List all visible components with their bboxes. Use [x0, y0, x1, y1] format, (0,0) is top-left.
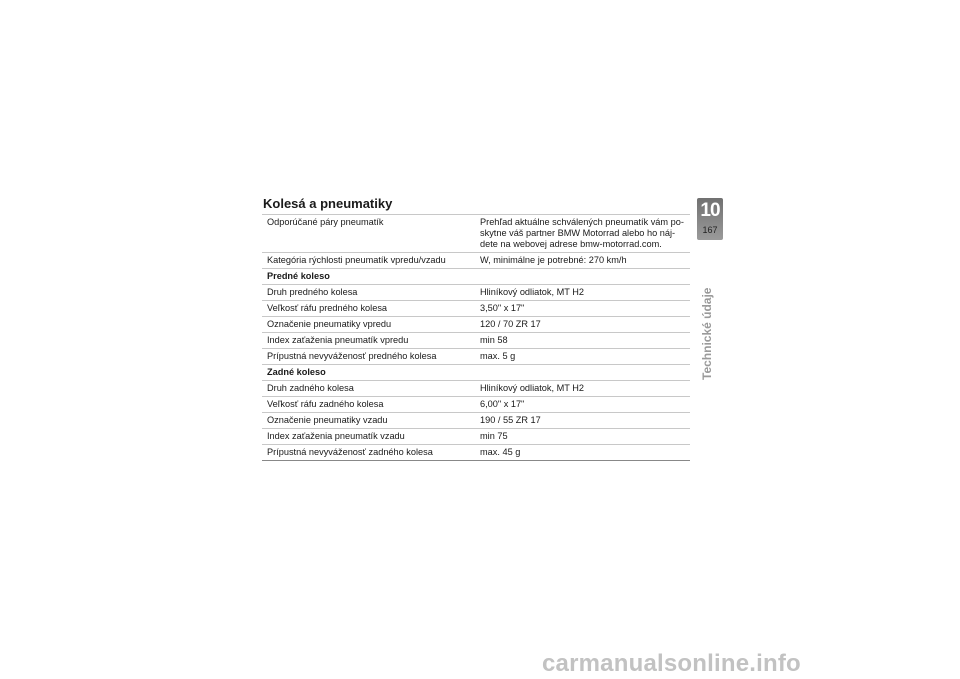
table-row	[262, 397, 690, 413]
row-label: Kategória rýchlosti pneumatík vpredu/vzadu	[267, 255, 446, 265]
table-row	[262, 253, 690, 269]
row-label: Prípustná nevyváženosť predného kolesa	[267, 351, 437, 361]
table-row	[262, 214, 690, 253]
table-row	[262, 413, 690, 429]
row-value: Hliníkový odliatok, MT H2	[480, 287, 584, 297]
row-label: Druh predného kolesa	[267, 287, 358, 297]
section-heading-front: Predné koleso	[262, 269, 690, 285]
row-label: Prípustná nevyváženosť zadného kolesa	[267, 447, 433, 457]
row-value: W, minimálne je potrebné: 270 km/h	[480, 255, 627, 265]
table-row	[262, 317, 690, 333]
table-row	[262, 429, 690, 445]
chapter-title	[700, 287, 820, 380]
table-row	[262, 333, 690, 349]
row-value: 190 / 55 ZR 17	[480, 415, 541, 425]
section-heading-rear: Zadné koleso	[262, 365, 690, 381]
table-row	[262, 445, 690, 461]
table-row	[262, 349, 690, 365]
row-label: Veľkosť ráfu zadného kolesa	[267, 399, 384, 409]
row-value: 3,50" x 17"	[480, 303, 525, 313]
row-value: min 75	[480, 431, 508, 441]
chapter-number: 10	[700, 200, 720, 221]
table-row	[262, 301, 690, 317]
row-label: Druh zadného kolesa	[267, 383, 354, 393]
row-label: Označenie pneumatiky vzadu	[267, 415, 388, 425]
row-label: Odporúčané páry pneumatík	[267, 217, 384, 227]
row-label: Index zaťaženia pneumatík vzadu	[267, 431, 405, 441]
watermark: carmanualsonline.info	[542, 650, 801, 677]
row-value: 6,00" x 17"	[480, 399, 525, 409]
chapter-tab	[697, 198, 723, 240]
page-number: 167	[702, 225, 718, 235]
row-value: Hliníkový odliatok, MT H2	[480, 383, 584, 393]
row-value: 120 / 70 ZR 17	[480, 319, 541, 329]
table-row	[262, 285, 690, 301]
row-label: Označenie pneumatiky vpredu	[267, 319, 392, 329]
chapter-title-text: Technické údaje	[700, 287, 714, 380]
page-title: Kolesá a pneumatiky	[263, 196, 393, 211]
row-label: Veľkosť ráfu predného kolesa	[267, 303, 388, 313]
row-value: max. 45 g	[480, 447, 521, 457]
row-value: min 58	[480, 335, 508, 345]
row-value: Prehľad aktuálne schválených pneumatík vám po-skytne váš partner BMW Motorrad alebo ho náj-dete na webovej adrese bmw-motorrad.com.	[480, 217, 684, 249]
row-label: Index zaťaženia pneumatík vpredu	[267, 335, 409, 345]
spec-table	[262, 214, 690, 461]
table-row	[262, 381, 690, 397]
row-value: max. 5 g	[480, 351, 516, 361]
